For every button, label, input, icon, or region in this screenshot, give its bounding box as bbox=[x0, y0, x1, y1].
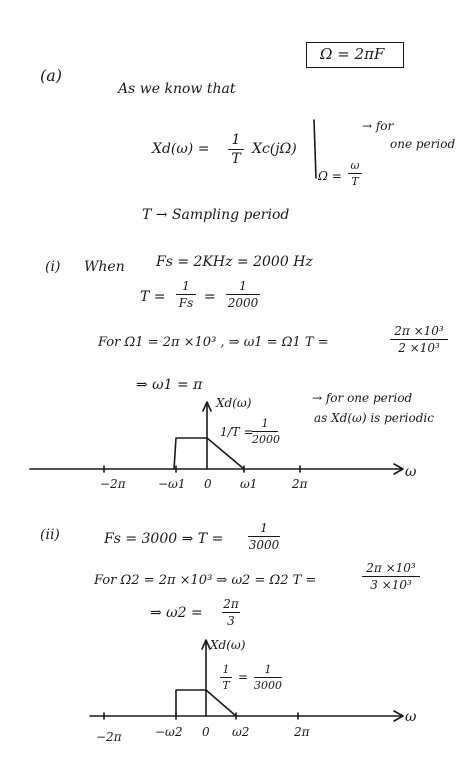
t-fraction-1: 1 Fs bbox=[176, 280, 196, 309]
w1-fraction: 2π ×10³ 2 ×10³ bbox=[390, 325, 448, 354]
t-fraction-2: 1 2000 bbox=[227, 279, 259, 310]
fs-line-ii: Fs = 3000 ⇒ T = bbox=[104, 531, 224, 547]
amp-fraction-ii: 1 3000 bbox=[254, 663, 282, 692]
xd-axis-label-ii: Xd(ω) bbox=[210, 638, 246, 652]
tick-label-i-w1: ω1 bbox=[240, 477, 258, 491]
for-line-i: For Ω1 = 2π ×10³ , ⇒ ω1 = Ω1 T = bbox=[98, 335, 329, 350]
w2-result-fraction: 2π 3 bbox=[223, 597, 239, 628]
formula-fraction: 1 T bbox=[228, 133, 244, 166]
when-label: When bbox=[84, 259, 125, 275]
periodic-note-2: as Xd(ω) is periodic bbox=[314, 411, 434, 425]
amp-lhs-i: 1/T = bbox=[220, 425, 254, 439]
amp-lhs-fraction-ii: 1 T bbox=[220, 664, 232, 691]
periodic-note-1: → for one period bbox=[312, 391, 413, 405]
amp-fraction-i: 1 2000 bbox=[252, 417, 280, 446]
part-ii-label: (ii) bbox=[40, 527, 60, 543]
fs-line: Fs = 2KHz = 2000 Hz bbox=[156, 254, 313, 270]
eval-fraction: ω T bbox=[348, 160, 362, 187]
amp-eq-ii: = bbox=[238, 670, 249, 684]
tick-label-i-neg-w1: −ω1 bbox=[158, 477, 186, 491]
t-equals: = bbox=[204, 289, 216, 305]
boxed-relation-text: Ω = 2πF bbox=[320, 45, 385, 63]
evaluation-bar bbox=[314, 120, 316, 178]
part-a-label: (a) bbox=[40, 66, 63, 85]
tick-label-ii-2pi: 2π bbox=[294, 725, 310, 739]
xd-axis-label-i: Xd(ω) bbox=[216, 396, 252, 410]
t-fraction-ii: 1 3000 bbox=[248, 521, 280, 552]
tick-label-ii-zero: 0 bbox=[202, 725, 210, 739]
w1-result: ⇒ ω1 = π bbox=[136, 377, 203, 393]
x-axis-label-ii: ω bbox=[405, 709, 417, 725]
tick-label-i-neg2pi: −2π bbox=[100, 477, 126, 491]
tick-label-ii-neg2pi: −2π bbox=[96, 730, 122, 744]
for-line-ii: For Ω2 = 2π ×10³ ⇒ ω2 = Ω2 T = bbox=[94, 573, 317, 588]
tick-label-ii-neg-w2: −ω2 bbox=[155, 725, 183, 739]
note-one-period: one period bbox=[390, 137, 456, 151]
note-for: → for bbox=[362, 119, 394, 133]
tick-label-ii-w2: ω2 bbox=[232, 725, 250, 739]
w2-fraction: 2π ×10³ 3 ×10³ bbox=[362, 562, 420, 591]
tick-label-i-2pi: 2π bbox=[292, 477, 308, 491]
formula-right: Xc(jΩ) bbox=[252, 141, 297, 157]
w2-result-lhs: ⇒ ω2 = bbox=[150, 605, 203, 621]
sampling-period-def: T → Sampling period bbox=[142, 207, 290, 223]
x-axis-label-i: ω bbox=[405, 464, 417, 480]
part-a-intro: As we know that bbox=[118, 81, 236, 97]
t-lhs: T = bbox=[140, 289, 166, 305]
spectrum-i bbox=[174, 438, 244, 469]
eval-subscript: Ω = bbox=[318, 169, 342, 183]
part-i-label: (i) bbox=[45, 259, 61, 275]
formula-left: Xd(ω) = bbox=[152, 141, 210, 157]
tick-label-i-zero: 0 bbox=[204, 477, 212, 491]
